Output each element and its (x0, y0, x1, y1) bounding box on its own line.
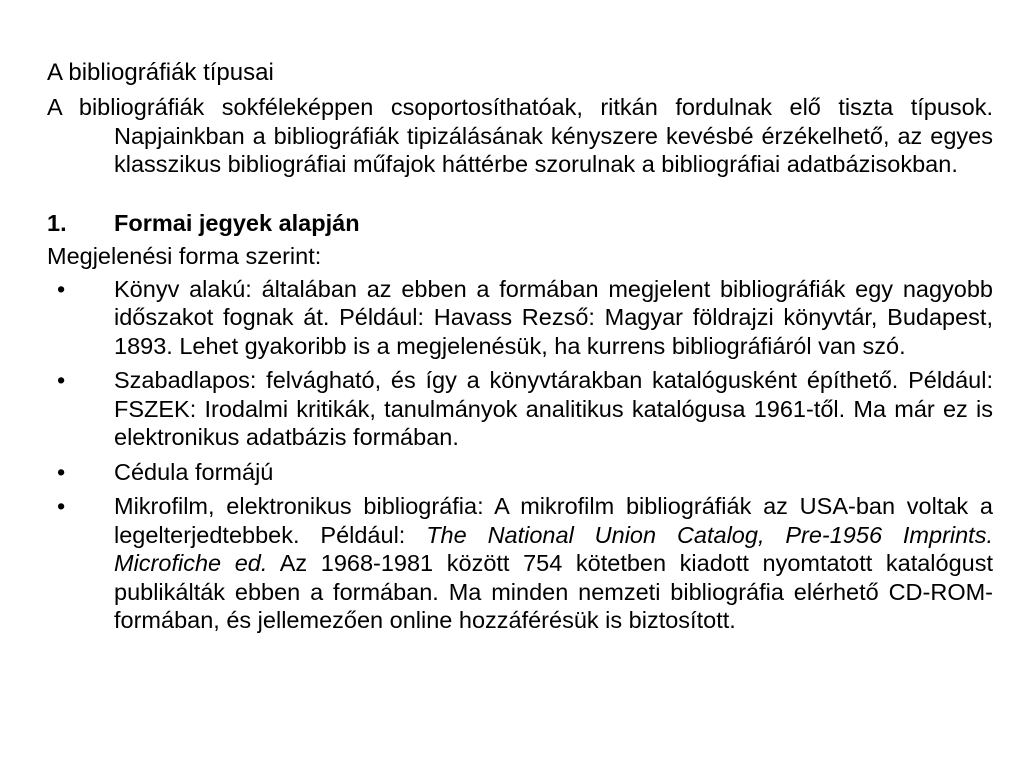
section-title: Formai jegyek alapján (114, 209, 360, 236)
list-item (47, 275, 993, 361)
bullet-icon: • (57, 458, 66, 485)
bullet-icon: • (57, 275, 66, 302)
list-item-text-end: Az 1968-1981 között 754 kötetben kiadott nyomtatott katalógust publikálták ebben a formában. Ma minden nemzeti bibliográfia elérhető CD-ROM- formában, és jellemezően online hozzáférésük is biztosított. (114, 550, 994, 633)
section-number: 1. (47, 209, 67, 236)
list-item (47, 458, 993, 487)
bullet-icon: • (57, 493, 66, 519)
list-item-text: Könyv alakú: általában az ebben a formában megjelent bibliográfiák egy nagyobb időszakot fognak át. Például: Havass Rezső: Magyar földrajzi könyvtár, Budapest, 1893. Lehet gyakoribb is a megjelenésük, ha kurrens bibliográfiáról van szó. (114, 275, 993, 359)
page-title: A bibliográfiák típusai (47, 59, 274, 86)
intro-paragraph: A bibliográfiák sokféleképpen csoportosíthatóak, ritkán fordulnak elő tiszta típusok. Napjainkban a bibliográfiák tipizálásának kényszere kevésbé érzékelhető, az egyes klasszikus bibliográfiai műfajok háttérbe szorulnak a bibliográfiai adatbázisokban. (47, 94, 993, 177)
list-item-text (114, 492, 993, 635)
list-item-text: Cédula formájú (114, 458, 274, 485)
list-item (47, 366, 993, 452)
catalog-title-italic: The National Union Catalog, Pre-1956 Imprints. Microfiche ed. (114, 521, 993, 576)
list-item-text-start: Mikrofilm, elektronikus bibliográfia: A mikrofilm bibliográfiák az USA-ban voltak a legelterjedtebbek. Például: (114, 493, 993, 548)
subheading: Megjelenési forma szerint: (47, 243, 322, 269)
list-item (47, 492, 993, 635)
section-heading (47, 209, 993, 238)
list-item-text: Szabadlapos: felvágható, és így a könyvtárakban katalógusként építhető. Például: FSZEK: Irodalmi kritikák, tanulmányok analitikus katalógusa 1961-től. Ma már ez is elektronikus adatbázis formában. (114, 367, 993, 450)
bullet-icon: • (57, 367, 66, 393)
bullet-list (47, 275, 993, 635)
